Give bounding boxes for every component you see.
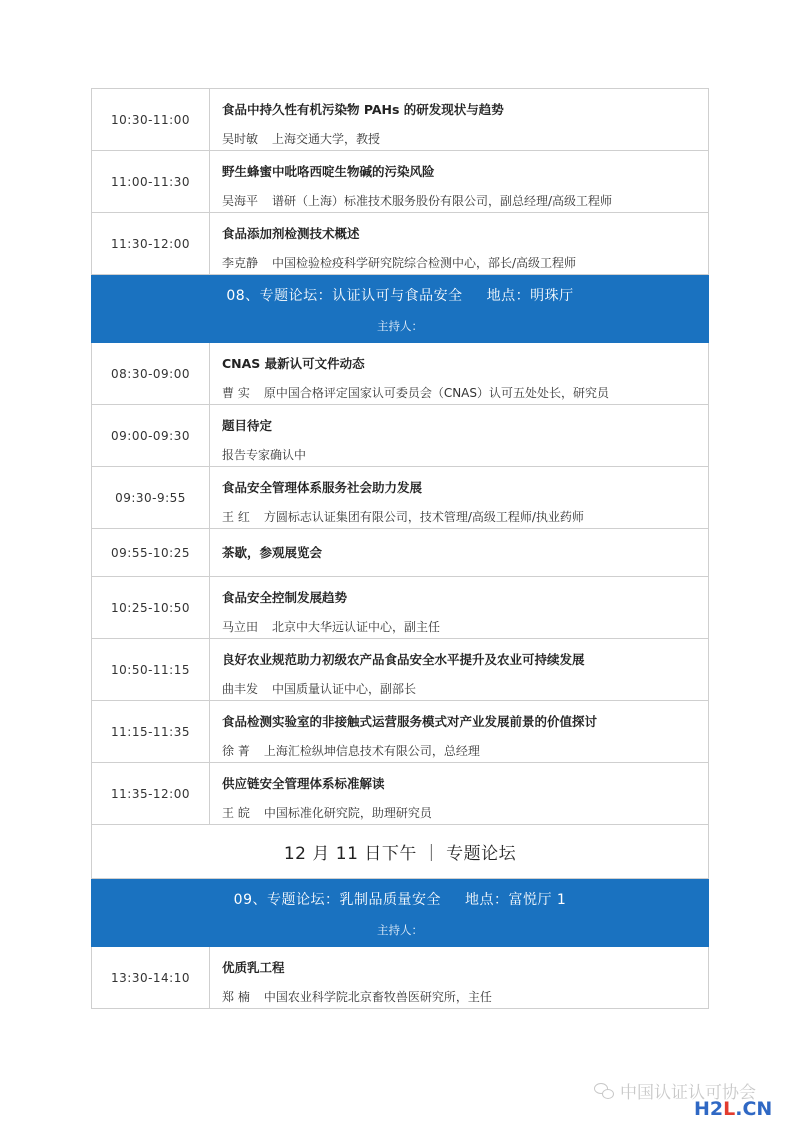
forum-name: 08、专题论坛：认证认可与食品安全 bbox=[226, 288, 463, 304]
table-row bbox=[91, 89, 709, 151]
forum-header-09 bbox=[91, 879, 709, 947]
forum-header-08 bbox=[91, 275, 709, 343]
session-time: 10:25-10:50 bbox=[92, 577, 210, 638]
table-row bbox=[91, 577, 709, 639]
brand-cn: .CN bbox=[735, 1098, 773, 1120]
session-speaker bbox=[222, 681, 708, 697]
session-info bbox=[210, 467, 708, 528]
session-speaker bbox=[222, 255, 708, 271]
wechat-icon bbox=[594, 1082, 616, 1100]
forum-name: 09、专题论坛：乳制品质量安全 bbox=[233, 892, 441, 908]
forum-host: 主持人： bbox=[377, 319, 423, 333]
speaker-org: 原中国合格评定国家认可委员会（CNAS）认可五处处长，研究员 bbox=[263, 386, 610, 400]
session-info bbox=[210, 89, 708, 150]
speaker-name: 曹 实 bbox=[222, 386, 250, 400]
session-speaker bbox=[222, 385, 708, 401]
session-info bbox=[210, 701, 708, 762]
table-row bbox=[91, 701, 709, 763]
session-title: 茶歇，参观展览会 bbox=[222, 544, 323, 560]
table-row bbox=[91, 151, 709, 213]
speaker-name: 曲丰发 bbox=[222, 682, 259, 696]
session-time: 11:35-12:00 bbox=[92, 763, 210, 824]
forum-host: 主持人： bbox=[377, 923, 423, 937]
session-info bbox=[210, 529, 708, 576]
session-time: 09:30-9:55 bbox=[92, 467, 210, 528]
session-title: 食品安全管理体系服务社会助力发展 bbox=[222, 480, 423, 495]
day-heading: 12 月 11 日下午 ｜ 专题论坛 bbox=[91, 825, 709, 879]
session-info bbox=[210, 213, 708, 274]
speaker-org: 北京中大华远认证中心，副主任 bbox=[272, 620, 441, 634]
session-title: 良好农业规范助力初级农产品食品安全水平提升及农业可持续发展 bbox=[222, 652, 585, 667]
table-row bbox=[91, 343, 709, 405]
speaker-name: 王 红 bbox=[222, 510, 250, 524]
speaker-name: 郑 楠 bbox=[222, 990, 250, 1004]
session-title: CNAS 最新认可文件动态 bbox=[222, 356, 365, 371]
speaker-org: 上海汇检纵坤信息技术有限公司，总经理 bbox=[263, 744, 480, 758]
table-row bbox=[91, 213, 709, 275]
speaker-name: 吴时敏 bbox=[222, 132, 259, 146]
speaker-org: 谱研（上海）标准技术服务股份有限公司，副总经理/高级工程师 bbox=[272, 194, 613, 208]
brand-l: L bbox=[723, 1098, 736, 1120]
speaker-name: 徐 菁 bbox=[222, 744, 250, 758]
table-row bbox=[91, 405, 709, 467]
session-speaker bbox=[222, 447, 708, 463]
table-row bbox=[91, 947, 709, 1009]
session-speaker bbox=[222, 131, 708, 147]
session-speaker bbox=[222, 509, 708, 525]
table-row bbox=[91, 763, 709, 825]
session-title: 食品检测实验室的非接触式运营服务模式对产业发展前景的价值探讨 bbox=[222, 714, 598, 729]
speaker-org: 中国农业科学院北京畜牧兽医研究所，主任 bbox=[263, 990, 492, 1004]
session-time: 13:30-14:10 bbox=[92, 947, 210, 1008]
schedule-table bbox=[91, 88, 709, 1009]
session-time: 11:30-12:00 bbox=[92, 213, 210, 274]
session-title: 野生蜂蜜中吡咯西啶生物碱的污染风险 bbox=[222, 164, 435, 179]
forum-title bbox=[91, 275, 709, 317]
table-row bbox=[91, 467, 709, 529]
session-title: 食品添加剂检测技术概述 bbox=[222, 226, 360, 241]
tea-break-row bbox=[91, 529, 709, 577]
session-time: 10:30-11:00 bbox=[92, 89, 210, 150]
session-info bbox=[210, 947, 708, 1008]
session-info bbox=[210, 763, 708, 824]
speaker-org: 报告专家确认中 bbox=[222, 448, 307, 462]
session-time: 09:55-10:25 bbox=[92, 529, 210, 576]
session-time: 08:30-09:00 bbox=[92, 343, 210, 404]
session-speaker bbox=[222, 805, 708, 821]
speaker-org: 中国检验检疫科学研究院综合检测中心，部长/高级工程师 bbox=[272, 256, 577, 270]
speaker-name: 李克静 bbox=[222, 256, 259, 270]
brand-h2: H2 bbox=[694, 1098, 724, 1120]
session-time: 09:00-09:30 bbox=[92, 405, 210, 466]
session-speaker bbox=[222, 989, 708, 1005]
forum-location: 地点：明珠厅 bbox=[486, 288, 574, 304]
brand-logo bbox=[694, 1098, 772, 1120]
session-info bbox=[210, 639, 708, 700]
session-time: 11:15-11:35 bbox=[92, 701, 210, 762]
watermark-text: 中国认证认可协会 bbox=[620, 1083, 756, 1103]
speaker-name: 马立田 bbox=[222, 620, 259, 634]
session-info bbox=[210, 405, 708, 466]
session-title: 食品安全控制发展趋势 bbox=[222, 590, 348, 605]
speaker-name: 王 皖 bbox=[222, 806, 250, 820]
session-info bbox=[210, 577, 708, 638]
session-time: 11:00-11:30 bbox=[92, 151, 210, 212]
session-time: 10:50-11:15 bbox=[92, 639, 210, 700]
speaker-name: 吴海平 bbox=[222, 194, 259, 208]
forum-title bbox=[91, 879, 709, 921]
session-info bbox=[210, 151, 708, 212]
session-speaker bbox=[222, 743, 708, 759]
speaker-org: 上海交通大学，教授 bbox=[272, 132, 381, 146]
session-title: 题目待定 bbox=[222, 418, 273, 433]
session-title: 优质乳工程 bbox=[222, 960, 285, 975]
speaker-org: 中国质量认证中心，副部长 bbox=[272, 682, 417, 696]
session-speaker bbox=[222, 619, 708, 635]
session-info bbox=[210, 343, 708, 404]
speaker-org: 方圆标志认证集团有限公司，技术管理/高级工程师/执业药师 bbox=[263, 510, 584, 524]
session-title: 食品中持久性有机污染物 PAHs 的研发现状与趋势 bbox=[222, 102, 504, 117]
forum-location: 地点：富悦厅 1 bbox=[464, 892, 567, 908]
session-title: 供应链安全管理体系标准解读 bbox=[222, 776, 385, 791]
session-speaker bbox=[222, 193, 708, 209]
speaker-org: 中国标准化研究院，助理研究员 bbox=[263, 806, 432, 820]
table-row bbox=[91, 639, 709, 701]
